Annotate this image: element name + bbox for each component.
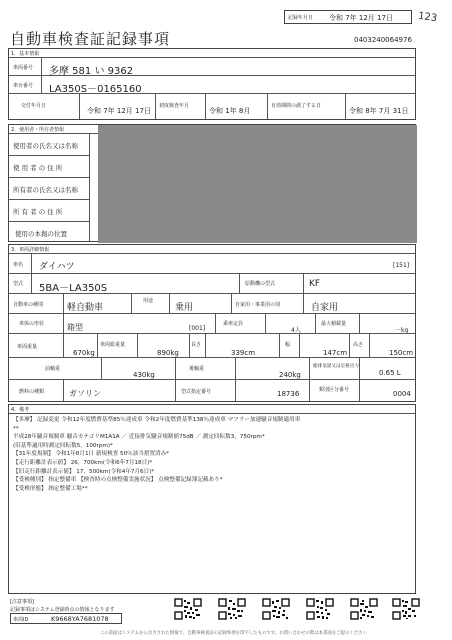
kind: 軽自動車 — [67, 303, 104, 313]
model: 5BA－LA350S — [39, 283, 108, 294]
class-no: 0004 — [393, 390, 411, 398]
gross-label: 車両総重量 — [100, 342, 126, 348]
class-no-label: 類別区分番号 — [319, 387, 350, 393]
width: 147cm — [323, 349, 348, 357]
qr-code-icon — [174, 598, 202, 620]
section4-heading: 4．備考 — [11, 407, 30, 413]
note-line: 記録事項はシステム登録時点の情報となります — [10, 607, 115, 613]
type-no-label: 型式指定番号 — [181, 389, 212, 395]
use-label: 用途 — [143, 298, 154, 304]
doc-number: 0403240064976 — [354, 36, 412, 44]
length: 339cm — [231, 349, 256, 357]
reg-no: 多摩 581 い 9362 — [49, 66, 134, 77]
type-no: 18736 — [277, 390, 300, 398]
first-reg: 令和 1年 8月 — [209, 107, 251, 115]
maker-label: 車名 — [13, 262, 24, 268]
chassis-label: 車台番号 — [13, 83, 34, 89]
kind-label: 自動車の種別 — [13, 302, 44, 308]
capacity-label: 乗車定員 — [223, 321, 244, 327]
redacted-block — [98, 125, 417, 243]
weight-label: 車両重量 — [17, 344, 38, 350]
rear-axle: 240kg — [279, 371, 301, 379]
qr-code-icon — [350, 598, 378, 620]
chassis: LA350S－0165160 — [49, 84, 142, 95]
body: 箱型 — [67, 323, 83, 332]
remark-line: 【受検形態】 指定整備工場** — [13, 485, 88, 492]
engine-label: 原動機の型式 — [245, 281, 276, 287]
remark-line: 【31年度規制】 令和1年8月1日 新規検査 50％該当措置済み* — [13, 451, 170, 458]
reg-no-label: 車両番号 — [13, 65, 34, 71]
width-label: 幅 — [285, 342, 291, 348]
qr-code-icon — [218, 598, 246, 620]
capacity: 4人 — [291, 327, 301, 334]
height: 150cm — [389, 349, 414, 357]
front-axle-label: 前軸重 — [45, 366, 61, 372]
section-vehicle-details — [8, 244, 416, 402]
section1-heading: 1．基本情報 — [11, 51, 40, 57]
bottom-note: この書面はシステムから出力された情報で、自動車検査証の記録事項を印字したものです。お問い合わせの際は本書面をご提示ください — [100, 631, 367, 636]
record-date-label: 記録年月日 — [288, 15, 314, 21]
vehicle-id: K9668YA7681078 — [51, 615, 109, 623]
qr-code-icon — [392, 598, 420, 620]
section-remarks — [8, 404, 416, 594]
section3-heading: 3．車両詳細情報 — [11, 247, 50, 253]
expiry: 令和 8年 7月 31日 — [349, 107, 409, 115]
weight: 670kg — [73, 349, 95, 357]
length-label: 長さ — [191, 342, 202, 348]
remarks-list — [13, 416, 413, 493]
section-basic-info — [8, 48, 416, 120]
remark-line: 【走行距離計表示値】 26，700km(令和6年7月18日)* — [13, 459, 153, 466]
remark-line: 【旧走行距離計表示値】 17，500km(令和4年7月6日)* — [13, 468, 155, 475]
first-reg-label: 初度検査年月 — [159, 103, 190, 109]
remark-line: 平成28年騒音規制車 騒音カテゴリM1A1A ／ 近接排気騒音規制値75dB ／ 測定回転数3，750rpm* — [13, 434, 265, 441]
remark-line: (旧基準適用時測定回転数5，100rpm)* — [13, 442, 113, 449]
note-heading: [注意事項] — [10, 599, 34, 605]
base-location-label: 使用の本拠の位置 — [15, 230, 67, 238]
user-address-label: 使 用 者 の 住 所 — [13, 164, 63, 172]
vehicle-id-label: 車両ID — [13, 617, 29, 623]
rear-axle-label: 後軸重 — [189, 366, 205, 372]
issue-label: 交付年月日 — [21, 103, 47, 109]
expiry-label: 有効期間の満了する日 — [271, 103, 322, 109]
displacement-label: 総排気量又は定格出力 — [313, 364, 359, 369]
model-label: 型式 — [13, 281, 24, 287]
gross: 890kg — [157, 349, 179, 357]
section-user-owner — [8, 124, 416, 242]
height-label: 高さ — [353, 342, 364, 348]
max-load-label: 最大積載量 — [321, 321, 347, 327]
remark-line: 【多摩】 記録変更 令和12年度燃費基準85％達成車 令和2年度燃費基準138％達成車 マフラー加速騒音規制適用車 — [13, 417, 301, 423]
page-number: 123 — [417, 10, 438, 25]
maker: ダイハツ — [39, 262, 75, 272]
fuel-label: 燃料の種類 — [19, 389, 45, 395]
owner-name-label: 所有者の氏名又は名称 — [13, 186, 78, 194]
remark-line: 【受検種別】 指定整備車 【検査時の点検整備実施状況】 点検整備記録簿記載あり* — [13, 477, 223, 484]
displacement: 0.65 L — [379, 369, 401, 377]
engine: KF — [309, 279, 321, 289]
section2-heading: 2．使用者・所有者情報 — [11, 127, 65, 133]
user-name-label: 使用者の氏名又は名称 — [13, 142, 78, 150]
max-load: －kg — [395, 327, 409, 334]
maker-code: [151] — [393, 262, 410, 269]
use: 乗用 — [175, 303, 194, 313]
remark-line: ** — [13, 425, 19, 432]
vehicle-id-box — [10, 613, 122, 624]
record-date-box — [284, 10, 412, 24]
qr-code-icon — [306, 598, 334, 620]
body-label: 車体の形状 — [19, 321, 45, 327]
purpose-label: 自家用・事業用の別 — [235, 302, 281, 308]
body-code: [001] — [189, 325, 206, 332]
fuel: ガソリン — [69, 389, 101, 398]
owner-address-label: 所 有 者 の 住 所 — [13, 208, 63, 216]
record-date: 令和 7年 12月 17日 — [329, 14, 393, 22]
front-axle: 430kg — [133, 371, 155, 379]
page-title: 自動車検査証記録事項 — [10, 30, 171, 48]
issue: 令和 7年 12月 17日 — [87, 107, 151, 115]
qr-code-icon — [262, 598, 290, 620]
purpose: 自家用 — [311, 303, 339, 313]
